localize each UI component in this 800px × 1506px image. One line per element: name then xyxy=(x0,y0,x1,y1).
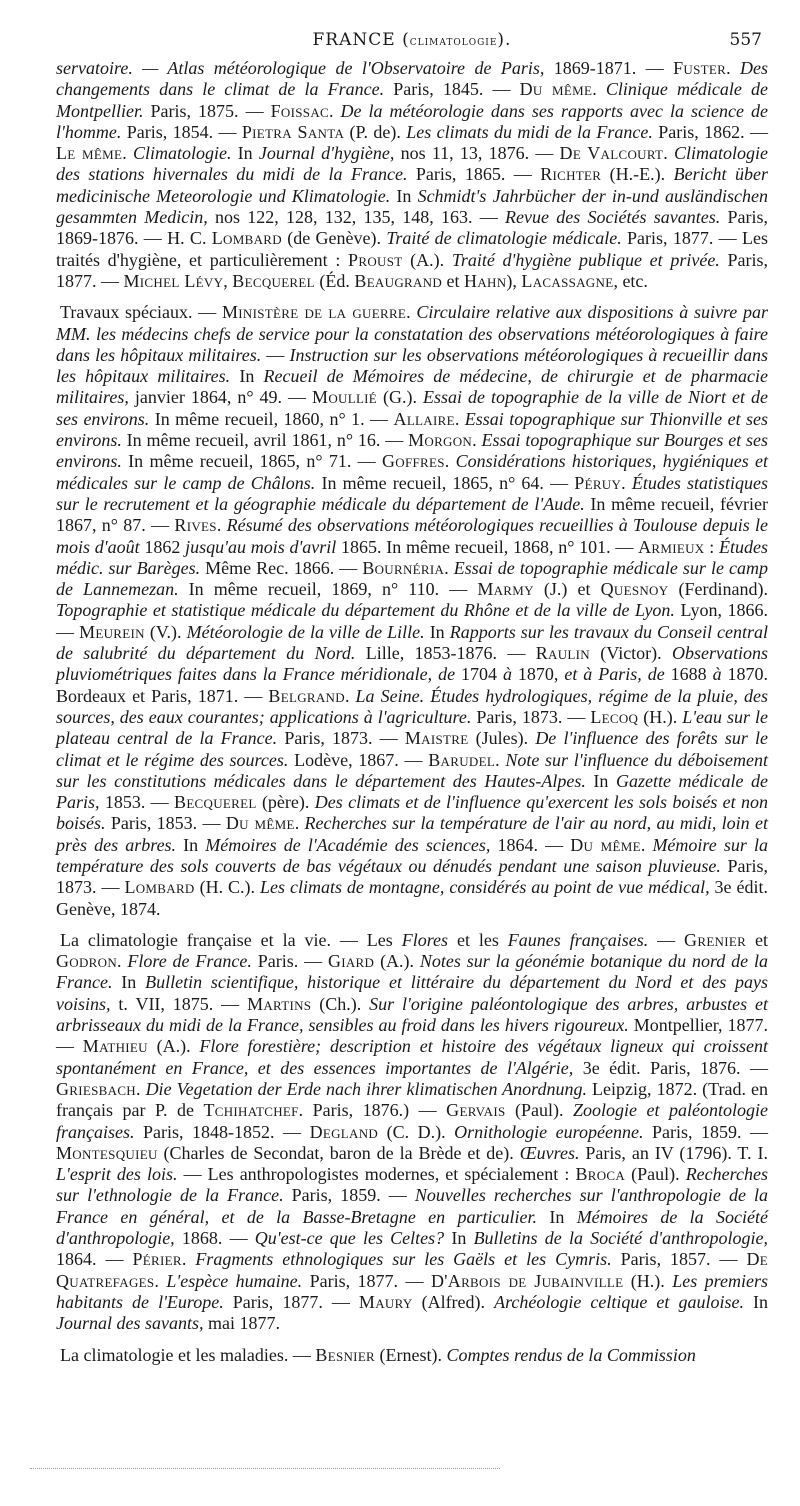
text-run: (Alfred). xyxy=(412,1291,495,1312)
text-run: In même recueil, 1869, n° 110. — xyxy=(178,579,478,600)
work-title: et à Paris, de xyxy=(564,664,665,685)
author-name: Mathieu xyxy=(82,1036,148,1057)
text-run: 1868. — xyxy=(174,1228,255,1249)
text-run: In même recueil, 1865, n° 71. — xyxy=(121,451,382,472)
work-title: à xyxy=(502,664,512,685)
work-title: De l'influence des forêts sur le climat et le régime des sources. xyxy=(56,728,768,770)
text-run: . xyxy=(663,143,674,164)
text-run: (Ch.). xyxy=(311,993,370,1014)
text-run: 1688 xyxy=(664,664,713,685)
text-run: Paris, 1859. — xyxy=(643,1121,769,1142)
work-title: servatoire. — xyxy=(56,58,168,78)
text-run: . xyxy=(294,813,305,834)
text-run: Montpellier, 1877. — xyxy=(56,1015,768,1057)
text-run: 1869-1871. — xyxy=(553,58,674,78)
work-title: Essai topographique sur Bourges et ses environs. xyxy=(56,430,769,472)
text-run: In xyxy=(585,770,616,791)
author-name: Belgrand xyxy=(268,685,345,706)
text-run: In xyxy=(444,1228,474,1249)
text-run: Lyon, 1866. — xyxy=(56,600,768,642)
text-run: (Paul). xyxy=(505,1100,574,1121)
text-run: . xyxy=(122,143,133,164)
text-run: — Les anthropologistes modernes, et spécialement : xyxy=(177,1164,576,1185)
work-title: Les climats de montagne, considérés au point de vue médical, xyxy=(260,877,710,898)
author-name: Ministère de la guerre xyxy=(221,302,407,323)
text-run: . xyxy=(592,79,606,100)
text-run: , xyxy=(223,270,233,291)
work-title: Flore forestière; description et histoire des végétaux ligneux qui croissent spontanément en France, et des essences importantes de l'Algérie, xyxy=(56,1036,769,1078)
running-title xyxy=(56,30,768,50)
work-title: Les climats du midi de la France. xyxy=(406,121,653,142)
text-run: . xyxy=(216,515,227,536)
text-run: In xyxy=(112,972,146,993)
text-run: Paris, 1862. — xyxy=(652,121,769,142)
text-run: 1865. In même recueil, 1868, n° 101. — xyxy=(336,536,639,557)
work-title: Bulletins de la Société d'anthropologie, xyxy=(473,1228,768,1249)
work-title: Zoologie et paléontologie françaises. xyxy=(56,1100,768,1142)
work-title: Note sur l'influence du déboisement sur les constitutions médicales dans le département des Hautes-Alpes. xyxy=(56,749,768,791)
author-name: Degland xyxy=(309,1121,379,1142)
text-run: In même recueil, 1865, n° 64. — xyxy=(315,472,575,493)
work-title: Flore de France. xyxy=(127,951,252,972)
work-title: Mémoire sur la température des sols couverts de bas végétaux ou dénudés pendant une saison pluvieuse. xyxy=(56,834,768,876)
work-title: Climatologie des stations hivernales du midi de la France. xyxy=(56,143,768,185)
work-title: Essai de topographie médicale sur le camp de Lannemezan. xyxy=(56,557,769,600)
author-name: Pietra Santa xyxy=(241,121,345,142)
text-run: 1853. — xyxy=(99,792,175,813)
text-run: In même recueil, avril 1861, n° 16. — xyxy=(121,430,409,451)
text-run: 1864. — xyxy=(56,1249,133,1270)
author-name: Meurein xyxy=(79,621,145,642)
text-run: Même Rec. 1866. — xyxy=(200,557,363,578)
author-name: Armieux xyxy=(638,536,705,557)
author-name: Beaugrand xyxy=(354,270,443,291)
text-run: In xyxy=(230,366,264,387)
text-run: 1704 xyxy=(455,664,503,685)
text-run: (A.). xyxy=(374,951,420,972)
text-run: . xyxy=(495,749,506,770)
paragraph-p1 xyxy=(56,58,768,292)
work-title: Résumé des observations météorologiques recueillies à Toulouse depuis le mois d'août xyxy=(56,515,769,557)
text-run: In xyxy=(176,834,206,855)
author-name: Proust xyxy=(348,249,403,270)
text-run: (G.). xyxy=(377,387,424,408)
text-run: Paris. — xyxy=(251,951,328,972)
paragraph-p3 xyxy=(56,930,768,1335)
text-run: (Éd. xyxy=(314,270,355,291)
author-name: Becquerel xyxy=(232,270,315,291)
text-run: janvier 1864, n° 49. — xyxy=(128,387,313,408)
text-run: Paris, 1853. — xyxy=(105,813,226,834)
text-run: Paris, 1877. — xyxy=(56,249,768,291)
text-run: Paris, 1873. — xyxy=(471,706,591,727)
text-run: . xyxy=(640,834,653,855)
work-title: Notes sur la géonémie botanique du nord de la France. xyxy=(56,951,768,993)
author-name: Foissac xyxy=(270,100,329,121)
text-run: : xyxy=(704,536,720,557)
text-run: . xyxy=(117,951,128,972)
text-run: In xyxy=(231,143,259,164)
text-run: Paris, 1877. — xyxy=(223,1291,359,1312)
text-run: In même recueil, février 1867, n° 87. — xyxy=(56,493,768,536)
author-name: Quesnoy xyxy=(600,579,669,600)
work-title: Rapports sur les travaux du Conseil central de salubrité du département du Nord. xyxy=(56,621,769,664)
author-name: D'Arbois de Jubainville xyxy=(430,1270,624,1291)
author-name: Grenier xyxy=(684,929,747,950)
author-name: Giard xyxy=(327,951,375,972)
author-name: Bournéria xyxy=(362,557,445,578)
author-name: Moullié xyxy=(312,387,378,408)
author-name: De Valcourt xyxy=(559,143,664,164)
text-run: In même recueil, 1860, n° 1. — xyxy=(149,408,394,429)
work-title: Atlas météorologique de l'Observatoire de Paris, xyxy=(167,58,554,78)
work-title: jusqu'au mois d'avril xyxy=(185,536,337,557)
text-run: Travaux spéciaux. — xyxy=(60,302,222,323)
work-title: Faunes françaises. xyxy=(507,929,649,950)
text-run: . xyxy=(444,451,456,472)
document-page xyxy=(56,30,768,1366)
work-title: L'espèce humaine. xyxy=(166,1270,303,1291)
text-run: (A.). xyxy=(147,1036,200,1057)
author-name: Du même xyxy=(519,79,593,100)
work-title: Archéologie celtique et gauloise. xyxy=(494,1291,744,1312)
author-name: Périer xyxy=(132,1249,182,1270)
work-title: Schmidt's Jahrbücher der in-und ausländischen gesammten Medicin, xyxy=(56,185,768,228)
work-title: Recueil de Mémoires de médecine, de chirurgie et de pharmacie militaires, xyxy=(56,366,768,408)
text-run: 3e édit. Paris, 1876. — xyxy=(573,1057,769,1078)
text-run: Paris, 1877. — xyxy=(302,1270,431,1291)
text-run: Paris, 1877. — Les traités d'hygiène, et particulièrement : xyxy=(56,228,768,270)
author-name: Rives xyxy=(174,515,217,536)
author-name: Lecoq xyxy=(590,706,639,727)
author-name: Montesquieu xyxy=(56,1142,158,1163)
text-run: nos 11, 13, 1876. — xyxy=(394,143,560,164)
author-name: Maistre xyxy=(404,728,469,749)
running-title-main: FRANCE ( xyxy=(312,30,410,50)
work-title: Revue des Sociétés savantes. xyxy=(505,207,721,228)
text-run: (H.-E.). xyxy=(601,164,674,185)
text-run: (P. de). xyxy=(344,121,407,142)
text-run: (Charles de Secondat, baron de la Brède et de). xyxy=(157,1142,520,1163)
author-name: Raulin xyxy=(535,643,590,664)
page-number: 557 xyxy=(729,30,762,50)
text-run: . xyxy=(154,1270,167,1291)
work-title: Topographie et statistique médicale du département du Rhône et de la ville de Lyon. xyxy=(56,600,675,621)
author-name: Le même xyxy=(56,143,123,164)
text-run: Paris, an IV (1796). T. I. xyxy=(579,1142,768,1163)
author-name: Griesbach xyxy=(56,1078,136,1099)
work-title: Ornithologie européenne. xyxy=(454,1121,644,1142)
author-name: Richter xyxy=(540,164,602,185)
work-title: De la météorologie dans ses rapports avec la science de l'homme. xyxy=(56,100,769,142)
author-name: Du même xyxy=(570,834,641,855)
text-run: Paris, 1859. — xyxy=(283,1185,415,1206)
text-run: Paris, 1854. — xyxy=(121,121,242,142)
text-run: 1862 xyxy=(139,536,186,557)
work-title: Considérations historiques, hygiéniques et médicales sur le camp de Châlons. xyxy=(56,451,768,493)
work-title: Qu'est-ce que les Celtes? xyxy=(254,1228,445,1249)
text-run: (Ferdinand). xyxy=(668,579,769,600)
text-run: Lille, 1853-1876. — xyxy=(355,643,536,664)
text-run: (de Genève). xyxy=(281,228,387,249)
text-run: . xyxy=(472,430,482,451)
text-run: . xyxy=(726,58,741,78)
work-title: Die Vegetation der Erde nach ihrer klimatischen Anordnung. xyxy=(145,1078,587,1099)
work-title: Bericht über medicinische Meteorologie und Klimatologie. xyxy=(56,164,768,206)
text-run: Paris, 1873. — xyxy=(56,855,769,898)
work-title: L'eau sur le plateau central de la France. xyxy=(56,706,769,749)
work-title: Recherches sur l'ethnologie de la France. xyxy=(56,1164,768,1206)
work-title: Gazette médicale de Paris, xyxy=(56,770,768,813)
body-text xyxy=(56,58,768,1366)
work-title: Recherches sur la température de l'air au nord, au midi, loin et près des arbres. xyxy=(56,813,769,855)
text-run: In xyxy=(424,621,450,642)
text-run: 3e édit. Genève, 1874. xyxy=(56,877,769,919)
author-name: Godron xyxy=(56,951,118,972)
author-name: Hahn xyxy=(464,270,507,291)
work-title: Fragments ethnologiques sur les Gaëls et les Cymris. xyxy=(195,1249,612,1270)
text-run: mai 1877. xyxy=(203,1313,280,1334)
text-run: Paris, 1845. — xyxy=(384,79,520,100)
work-title: Mémoires de l'Académie des sciences, xyxy=(205,834,491,855)
author-name: Maury xyxy=(358,1291,413,1312)
text-run: In xyxy=(743,1291,769,1312)
text-run: La climatologie et les maladies. — xyxy=(60,1344,316,1365)
work-title: Observations pluviométriques faites dans la France méridionale, de xyxy=(56,643,768,685)
text-run: ), xyxy=(506,270,522,291)
author-name: Gervais xyxy=(446,1100,506,1121)
work-title: Des changements dans le climat de la France. xyxy=(56,58,769,100)
author-name: Allaire xyxy=(393,408,455,429)
text-run: . xyxy=(444,557,454,578)
work-title: Journal d'hygiène, xyxy=(258,143,395,164)
work-title: Journal des savants, xyxy=(56,1313,204,1334)
text-run: et xyxy=(746,929,769,950)
work-title: Mémoires de la Société d'anthropologie, xyxy=(56,1206,769,1249)
text-run: 1870, xyxy=(511,664,565,685)
work-title: L'esprit des lois. xyxy=(56,1164,178,1185)
author-name: Morgon xyxy=(408,430,473,451)
text-run: (Paul). xyxy=(625,1164,686,1185)
author-name: Fuster xyxy=(673,58,727,78)
running-header xyxy=(56,30,768,58)
text-run: . xyxy=(406,302,417,323)
text-run: Paris, 1875. — xyxy=(143,100,271,121)
text-run: 1870. Bordeaux et Paris, 1871. — xyxy=(56,664,769,706)
text-run: (H.). xyxy=(638,706,683,727)
text-run: . xyxy=(454,408,465,429)
text-run: (père). xyxy=(256,792,315,813)
work-title: Traité de climatologie médicale. xyxy=(386,228,622,249)
author-name: De Quatrefages xyxy=(56,1249,769,1291)
text-run: (Ernest). xyxy=(375,1344,447,1365)
work-title: Météorologie de la ville de Lille. xyxy=(186,621,425,642)
author-name: Martins xyxy=(247,993,312,1014)
author-name: Tchihatchef xyxy=(203,1100,299,1121)
text-run: (Jules). xyxy=(468,728,536,749)
paragraph-p4 xyxy=(56,1345,768,1366)
text-run: Lodève, 1867. — xyxy=(288,749,429,770)
text-run: — xyxy=(648,929,685,950)
text-run: (C. D.). xyxy=(378,1121,455,1142)
footer-rule xyxy=(30,1468,500,1469)
author-name: Lombard xyxy=(124,877,195,898)
work-title: Bulletin scientifique, historique et littéraire du département du Nord et des pays voisins, xyxy=(56,972,769,1014)
text-run: (A.). xyxy=(402,249,452,270)
author-name: Broca xyxy=(575,1164,626,1185)
text-run: (H. C.). xyxy=(194,877,260,898)
work-title: à xyxy=(712,664,722,685)
work-title: Climatologie. xyxy=(132,143,232,164)
running-title-subject: climatologie xyxy=(409,34,498,49)
text-run: Paris, 1848-1852. — xyxy=(134,1121,310,1142)
author-name: Becquerel xyxy=(174,792,257,813)
text-run: Paris, 1865. — xyxy=(407,164,541,185)
author-name: Barudel xyxy=(428,749,496,770)
work-title: Flores xyxy=(401,929,449,950)
work-title: Instruction sur les observations météorologiques à recueillir dans les hôpitaux militaires. xyxy=(56,344,769,387)
author-name: Marmy xyxy=(477,579,534,600)
text-run: (V.). xyxy=(144,621,187,642)
author-name: Michel Lévy xyxy=(123,270,224,291)
text-run: Paris, 1869-1876. — H. C. xyxy=(56,207,769,249)
work-title: La Seine. Études hydrologiques, régime de la pluie, des sources, des eaux courantes; applications à l'agriculture. xyxy=(56,685,769,727)
author-name: Besnier xyxy=(315,1344,376,1365)
text-run: , etc. xyxy=(613,270,648,291)
work-title: Nouvelles recherches sur l'anthropologie de la France en général, et de la Basse-Bretagne en particulier. xyxy=(56,1185,769,1227)
text-run: nos 122, 128, 132, 135, 148, 163. — xyxy=(207,207,506,228)
work-title: Comptes rendus de la Commission xyxy=(446,1344,696,1365)
text-run: — xyxy=(261,344,290,365)
work-title: Essai de topographie de la ville de Niort et de ses environs. xyxy=(56,387,768,429)
work-title: Œuvres. xyxy=(519,1142,580,1163)
work-title: Les premiers habitants de l'Europe. xyxy=(56,1270,769,1312)
text-run: Leipzig, 1872. (Trad. en français par P. de xyxy=(56,1078,769,1121)
text-run: (J.) et xyxy=(533,579,601,600)
author-name: Lacassagne xyxy=(521,270,614,291)
text-run: Paris, 1873. — xyxy=(277,728,405,749)
author-name: Péruy xyxy=(574,472,622,493)
author-name: Du même xyxy=(225,813,295,834)
text-run: (H.). xyxy=(623,1270,673,1291)
text-run: t. VII, 1875. — xyxy=(110,993,248,1014)
work-title: Études médic. sur Barèges. xyxy=(56,536,769,578)
work-title: Circulaire relative aux dispositions à suivre par MM. les médecins chefs de service pour la constatation des observations météorologiques à faire dans les hôpitaux militaires. xyxy=(56,302,768,365)
work-title: Traité d'hygiène publique et privée. xyxy=(451,249,720,270)
text-run: . xyxy=(328,100,341,121)
work-title: Sur l'origine paléontologique des arbres, arbustes et arbrisseaux du midi de la France, sensibles au froid dans les hivers rigoureux. xyxy=(56,993,768,1036)
author-name: Lombard xyxy=(211,228,282,249)
text-run: In xyxy=(537,1206,577,1227)
text-run: Paris, 1857. — xyxy=(611,1249,747,1270)
text-run: (Victor). xyxy=(589,643,672,664)
work-title: Clinique médicale de Montpellier. xyxy=(56,79,769,121)
work-title: Essai topographique sur Thionville et ses environs. xyxy=(56,408,769,451)
text-run: et xyxy=(442,270,465,291)
text-run: . xyxy=(344,685,356,706)
text-run: . xyxy=(136,1078,146,1099)
text-run: 1864. — xyxy=(490,834,571,855)
text-run: . xyxy=(181,1249,196,1270)
text-run: . Paris, 1876.) — xyxy=(298,1100,447,1121)
work-title: Des climats et de l'influence qu'exercent les sols boisés et non boisés. xyxy=(56,792,769,834)
text-run: . xyxy=(621,472,632,493)
text-run: La climatologie française et la vie. — Les xyxy=(60,929,402,950)
text-run: In xyxy=(390,185,418,206)
paragraph-p2 xyxy=(56,302,768,920)
text-run: et les xyxy=(448,929,508,950)
work-title: Études statistiques sur le recrutement et la géographie médicale du département de l'Aude. xyxy=(56,472,769,514)
running-title-end: ). xyxy=(497,30,512,50)
author-name: Goffres xyxy=(381,451,445,472)
